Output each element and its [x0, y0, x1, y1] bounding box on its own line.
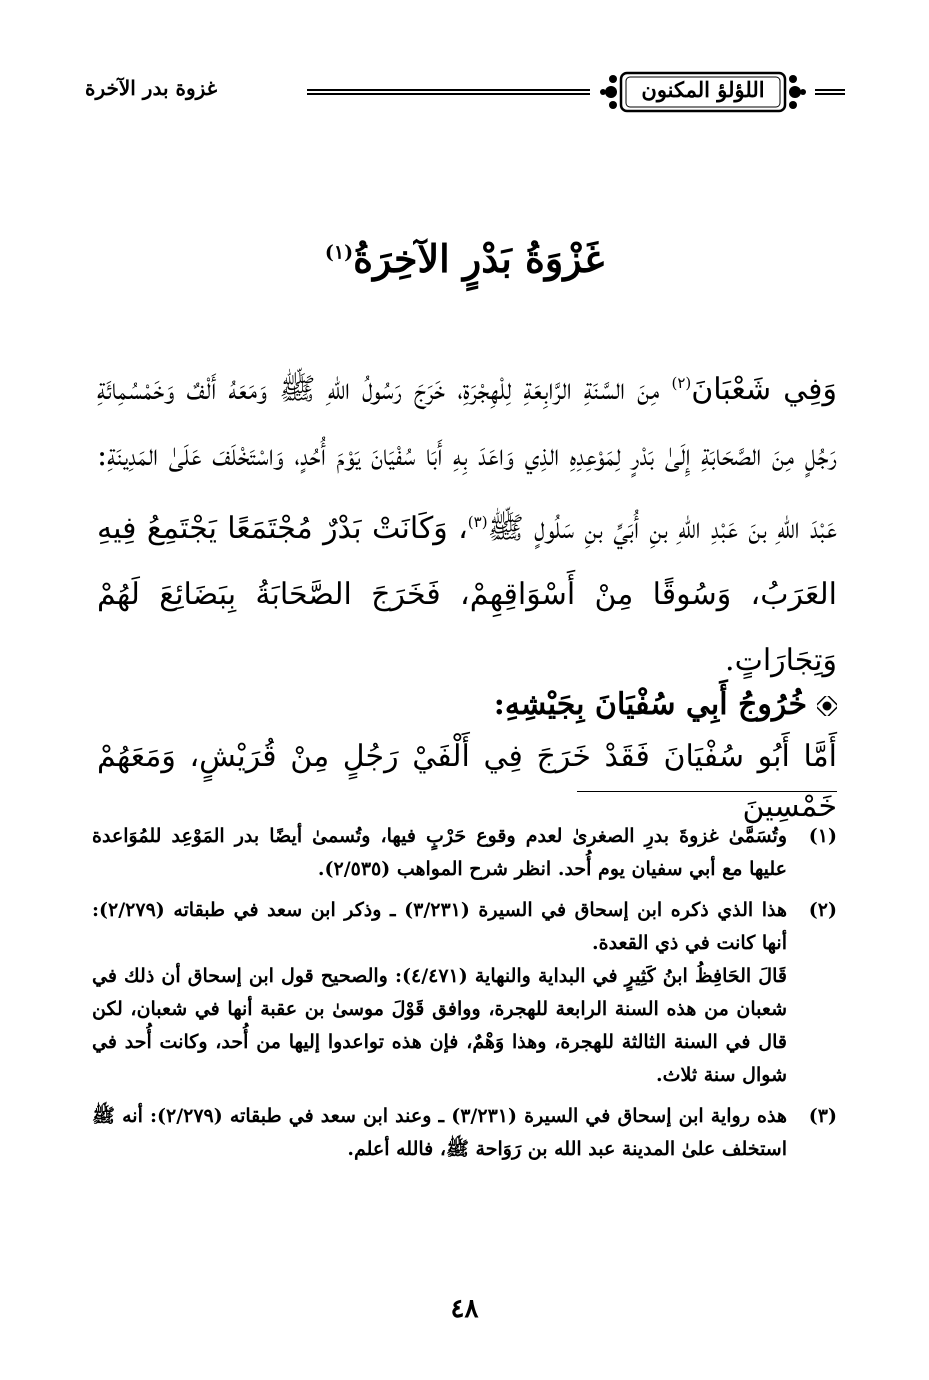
flower-ornament-icon: [817, 696, 837, 716]
chapter-title: [0, 236, 929, 281]
footnote-line: هذه رواية ابن إسحاق في السيرة (٣/٢٣١) ـ وعند ابن سعد في طبقاته (٢/٢٧٩): أنه ﷺ استخلف علىٰ المدينة عبد الله بن رَوَاحة ﷺ، فالله أعلم.: [92, 1105, 787, 1160]
chapter-title-text: غَزْوَةُ بَدْرٍ الآخِرَةُ: [353, 236, 605, 281]
book-title-cartouche: [599, 68, 807, 116]
footnotes: [92, 820, 837, 1174]
section-subheading: [97, 680, 837, 730]
header-ornament-dash: [815, 89, 845, 95]
paragraph-2: أَمَّا أَبُو سُفْيَانَ فَقَدْ خَرَجَ فِي أَلْفَيْ رَجُلٍ مِنْ قُرَيْشٍ، وَمَعَهُمْ خَمْسِينَ: [97, 739, 837, 824]
subheading-text: خُرُوجُ أَبِي سُفْيَانَ بِجَيْشِهِ:: [493, 687, 807, 722]
book-title: اللؤلؤ المكنون: [641, 77, 765, 102]
footnote-ref-1: (١): [324, 241, 354, 264]
footnote-text: [92, 1100, 787, 1166]
footnote-1: [92, 820, 837, 886]
footnote-text: [92, 820, 787, 886]
page-number: ٤٨: [450, 1294, 479, 1324]
footnote-line: قَالَ الحَافِظُ ابنُ كَثِيرٍ في البداية والنهاية (٤/٤٧١): والصحيح قول ابن إسحاق أن ذلك في شعبان من هذه السنة الرابعة للهجرة، ووافق قَوْلَ موسىٰ بن عقبة أنها في شعبان، لكن قال في السنة الثالثة للهجرة، وهذا وَهْمٌ، فإن هذه تواعدوا إليها من أُحد، وكانت أُحد في شوال سنة ثلاث.: [92, 965, 787, 1086]
running-chapter-title: غزوة بدر الآخرة: [85, 76, 218, 100]
footnote-separator: [577, 791, 837, 792]
footnote-number: (١): [808, 825, 837, 847]
paragraph-1-part-a: وَفِي شَعْبَانَ: [691, 372, 837, 407]
header-double-rule: [307, 89, 590, 95]
main-text: [97, 350, 837, 694]
footnote-number: (٣): [808, 1105, 837, 1127]
footnote-line: وتُسَمَّىٰ غزوةَ بدرِ الصغرىٰ لعدم وقوع حَرْبٍ فيها، وتُسمىٰ أيضًا بدر المَوْعِد للمُوَاعدة عليها مع أبي سفيان يوم أُحد. انظر شرح المواهب (٢/٥٣٥).: [92, 825, 787, 880]
footnote-3: [92, 1100, 837, 1166]
footnote-ref-3: (٣): [467, 513, 488, 531]
footnote-2: [92, 894, 837, 1092]
footnote-ref-2: (٢): [671, 374, 692, 392]
running-header: [85, 62, 845, 122]
paragraph-1-part-b: مِنَ السَّنَةِ الرَّابِعَةِ لِلْهِجْرَةِ، خَرَجَ رَسُولُ اللهِ ﷺ وَمَعَهُ أَلْفٌ وَخَمْسُمِائَةِ رَجُلٍ مِنَ الصَّحَابَةِ إِلَىٰ بَدْرٍ لِمَوْعِدِهِ الذِي وَاعَدَ بِهِ أَبَا سُفْيَانَ يَوْمَ أُحُدٍ، وَاسْتَخْلَفَ عَلَىٰ المَدِينَةِ: عَبْدَ اللهِ بنَ عَبْدِ اللهِ بنِ أُبَيِّ بنِ سَلُولٍ ﷺ: [97, 372, 837, 546]
footnote-text: [92, 894, 787, 1092]
paragraph-1-part-c: ، وَكَانَتْ بَدْرٌ مُجْتَمَعًا يَجْتَمِعُ فِيهِ العَرَبُ، وَسُوقًا مِنْ أَسْوَاقِهِمْ، فَخَرَجَ الصَّحَابَةُ بِبَضَائِعَ لَهُمْ وَتِجَارَاتٍ.: [97, 511, 837, 678]
footnote-number: (٢): [808, 899, 837, 921]
footnote-line: هذا الذي ذكره ابن إسحاق في السيرة (٣/٢٣١) ـ وذكر ابن سعد في طبقاته (٢/٢٧٩): أنها كانت في ذي القعدة.: [92, 899, 787, 954]
paragraph-1: [97, 350, 837, 694]
